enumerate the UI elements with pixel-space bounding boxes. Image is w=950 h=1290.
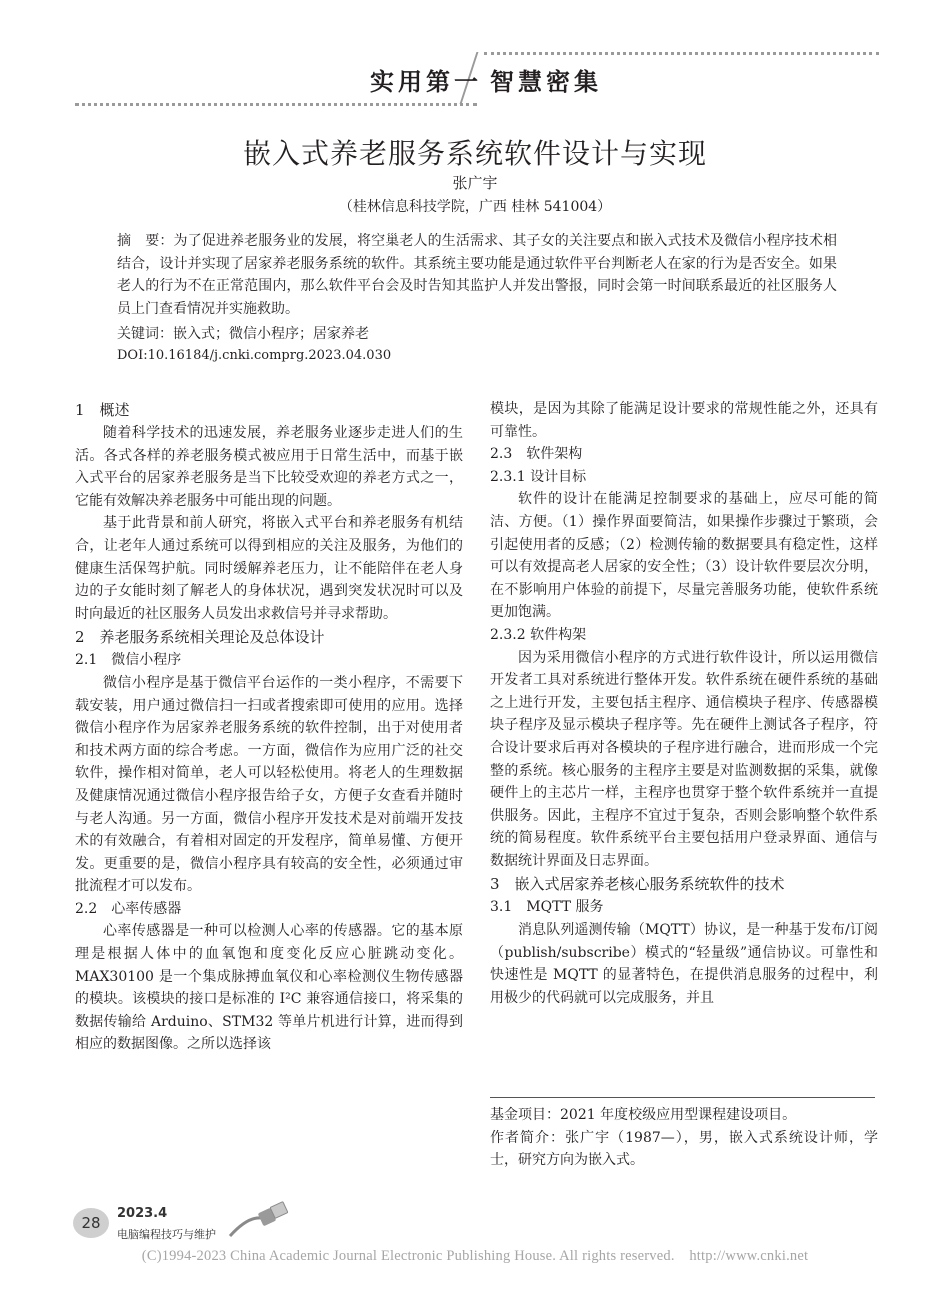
paragraph: 随着科学技术的迅速发展，养老服务业逐步走进人们的生活。各式各样的养老服务模式被应用于日常生活中，而基于嵌入式平台的居家养老服务是当下比较受欢迎的养老方式之一，它能有效解决养老服务中可能出现的问题。 <box>75 425 463 509</box>
page-number: 28 <box>73 1208 109 1238</box>
section-heading: 1 概述 <box>75 401 130 419</box>
journal-name: 电脑编程技巧与维护 <box>117 1228 216 1241</box>
abstract-text: 为了促进养老服务业的发展，将空巢老人的生活需求、其子女的关注要点和嵌入式技术及微信小程序技术相结合，设计并实现了居家养老服务系统的软件。其系统主要功能是通过软件平台判断老人在家的行为是否安全。如果老人的行为不在正常范围内，那么软件平台会及时告知其监护人并发出警报，同时会第一时间联系最近的社区服务人员上门查看情况并实施救助。 <box>117 233 838 317</box>
header-dotted-rule-top <box>484 52 879 55</box>
footnote-rule <box>490 1097 875 1098</box>
section-heading: 3 嵌入式居家养老核心服务系统软件的技术 <box>490 875 785 894</box>
left-column <box>75 398 463 1056</box>
abstract-label: 摘 要： <box>117 233 174 249</box>
paragraph: 消息队列遥测传输（MQTT）协议，是一种基于发布/订阅（publish/subscribe）模式的“轻量级”通信协议。可靠性和快速性是 MQTT 的显著特色，在提供消息服务的过程中，利用极少的代码就可以完成服务，并且 <box>490 922 878 1006</box>
fund-note: 基金项目：2021 年度校级应用型课程建设项目。 <box>490 1107 797 1123</box>
subsection-heading: 2.2 心率传感器 <box>75 900 182 917</box>
section-heading: 2 养老服务系统相关理论及总体设计 <box>75 628 325 647</box>
paragraph: 因为采用微信小程序的方式进行软件设计，所以运用微信开发者工具对系统进行整体开发。软件系统在硬件系统的基础之上进行开发，主要包括主程序、通信模块子程序、传感器模块子程序及显示模块子程序等。先在硬件上测试各子程序，符合设计要求后再对各模块的子程序进行融合，进而形成一个完整的系统。核心服务的主程序主要是对监测数据的采集，就像硬件上的主芯片一样，主程序也贯穿于整个软件系统并一直提供服务。因此，主程序不宜过于复杂，否则会影响整个软件系统的简易程度。软件系统平台主要包括用户登录界面、通信与数据统计界面及日志界面。 <box>490 649 878 869</box>
footnote <box>490 1104 878 1172</box>
right-column <box>490 398 878 1009</box>
issue-label: 2023.4 <box>117 1206 168 1221</box>
doi: DOI:10.16184/j.cnki.comprg.2023.04.030 <box>117 348 392 363</box>
keywords-text: 嵌入式；微信小程序；居家养老 <box>173 326 369 342</box>
header-left-slogan: 实用第一 <box>370 68 482 96</box>
copyright-watermark: (C)1994-2023 China Academic Journal Electronic Publishing House. All rights reserved. http://www.cnki.net <box>141 1248 809 1264</box>
subsubsection-heading: 2.3.1 设计目标 <box>490 468 587 485</box>
paragraph: 软件的设计在能满足控制要求的基础上，应尽可能的简洁、方便。（1）操作界面要简洁，如果操作步骤过于繁琐，会引起使用者的反感；（2）检测传输的数据要具有稳定性，这样可以有效提高老人居家的安全性；（3）设计软件要层次分明，在不影响用户体验的前提下，尽量完善服务功能，使软件系统更加饱满。 <box>490 491 878 621</box>
subsection-heading: 2.3 软件架构 <box>490 446 583 463</box>
subsubsection-heading: 2.3.2 软件构架 <box>490 626 587 643</box>
paragraph: 微信小程序是基于微信平台运作的一类小程序，不需要下载安装，用户通过微信扫一扫或者搜索即可使用的应用。选择微信小程序作为居家养老服务系统的软件控制，出于对使用者和技术两方面的综合考虑。一方面，微信作为应用广泛的社交软件，操作相对简单，老人可以轻松使用。将老人的生理数据及健康情况通过微信小程序报告给子女，方便子女查看并随时与老人沟通。另一方面，微信小程序开发技术是对前端开发技术的有效融合，有着相对固定的开发程序，简单易懂、方便开发。更重要的是，微信小程序具有较高的安全性，必须通过审批流程才可以发布。 <box>75 674 463 895</box>
network-cable-icon <box>228 1196 290 1242</box>
header-dotted-rule-bottom <box>75 103 477 106</box>
author-bio: 作者简介：张广宇（1987—），男，嵌入式系统设计师，学士，研究方向为嵌入式。 <box>490 1129 878 1169</box>
keywords-label: 关键词： <box>117 326 173 342</box>
keywords <box>117 323 369 343</box>
subsection-heading: 3.1 MQTT 服务 <box>490 899 604 916</box>
abstract <box>117 230 837 320</box>
paper-title: 嵌入式养老服务系统软件设计与实现 <box>242 137 707 170</box>
paragraph: 基于此背景和前人研究，将嵌入式平台和养老服务有机结合，让老年人通过系统可以得到相应的关注及服务，为他们的健康生活保驾护航。同时缓解养老压力，让不能陪伴在老人身边的子女能时刻了解老人的身体状况，遇到突发状况时可以及时向最近的社区服务人员发出求救信号并寻求帮助。 <box>75 515 463 622</box>
paper-author: 张广宇 <box>452 174 498 192</box>
header-right-slogan: 智慧密集 <box>490 68 602 96</box>
paper-affiliation: （桂林信息科技学院，广西 桂林 541004） <box>338 199 612 215</box>
paragraph: 心率传感器是一种可以检测人心率的传感器。它的基本原理是根据人体中的血氧饱和度变化反应心脏跳动变化。MAX30100 是一个集成脉搏血氧仪和心率检测仪生物传感器的模块。该模块的接口是标准的 I²C 兼容通信接口，将采集的数据传输给 Arduino、STM32 等单片机进行计算，进而得到相应的数据图像。之所以选择该 <box>75 923 463 1053</box>
paragraph-continued: 模块，是因为其除了能满足设计要求的常规性能之外，还具有可靠性。 <box>490 401 878 440</box>
subsection-heading: 2.1 微信小程序 <box>75 652 182 669</box>
